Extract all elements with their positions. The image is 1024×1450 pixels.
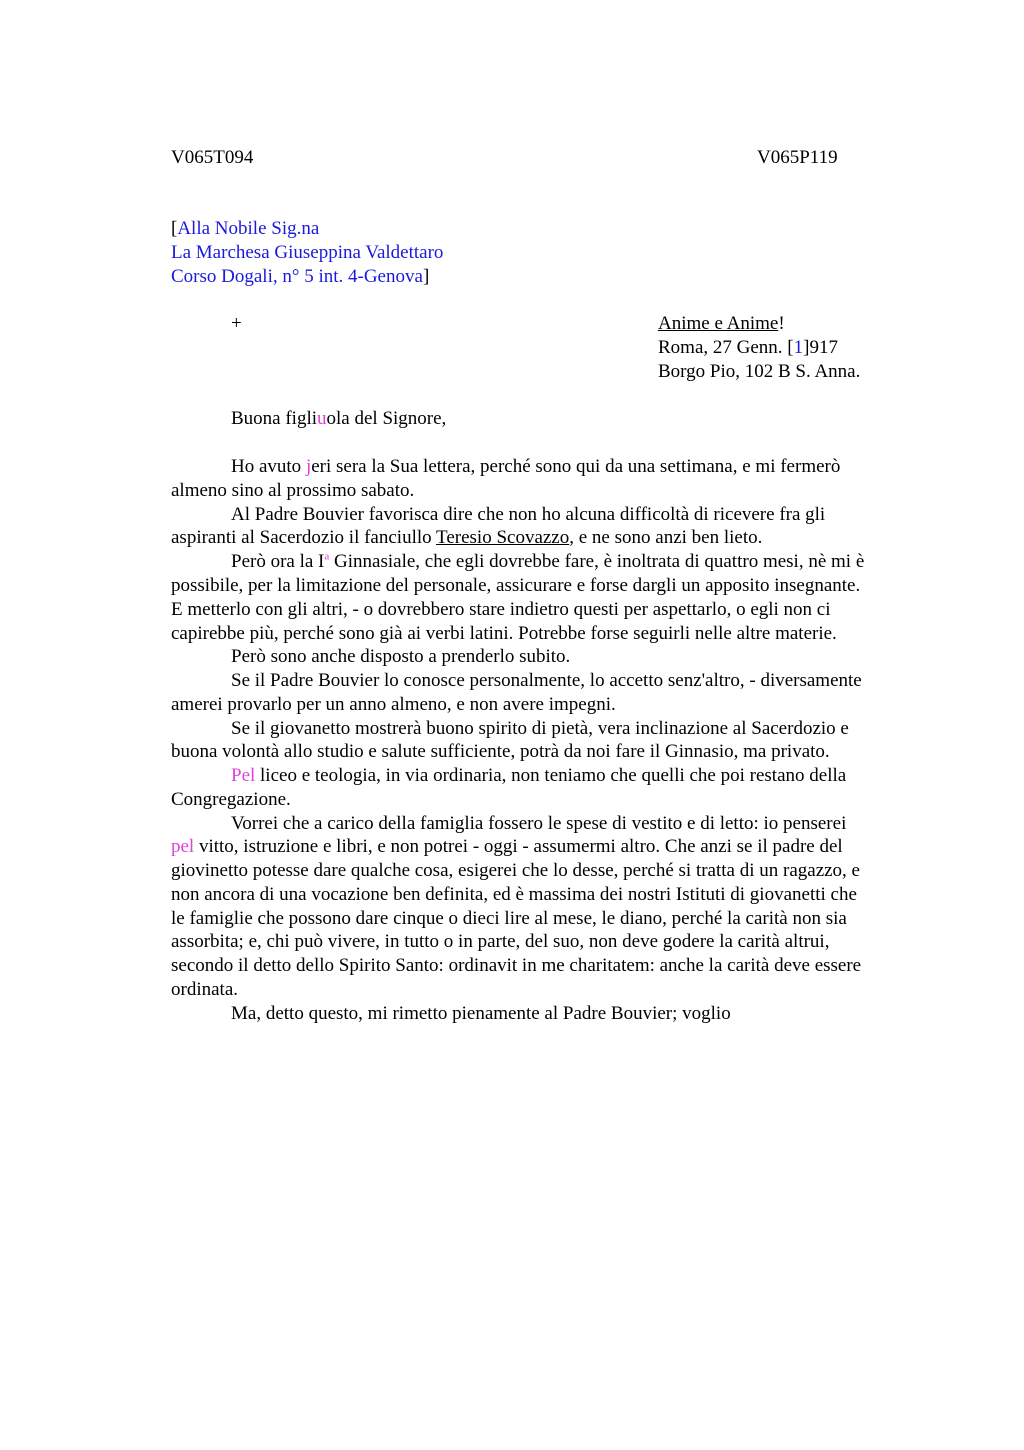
correction-mark: pel [171,836,195,857]
body-line: capirebbe più, perché sono già ai verbi latini. Potrebbe forse seguirli nelle altre materie. [171,623,837,644]
address-close-bracket: ] [422,266,430,287]
underlined-name: Teresio Scovazzo [436,527,570,548]
body-line: possibile, per la limitazione del personale, assicurare e forse dargli un apposito insegnante. [171,575,861,596]
header-left-code: V065T094 [171,147,254,168]
body-line: assorbita; e, chi può vivere, in tutto o in parte, del suo, non deve godere la carità altrui, [171,931,830,952]
cross-symbol: + [231,313,242,334]
body-line: Vorrei che a carico della famiglia fossero le spese di vestito e di letto: io penserei [231,813,847,834]
date-part-b: 917 [809,337,838,358]
body-line: Al Padre Bouvier favorisca dire che non ho alcuna difficoltà di ricevere fra gli [231,504,826,525]
correction-mark: Pel [231,765,256,786]
body-line: Se il giovanetto mostrerà buono spirito di pietà, vera inclinazione al Sacerdozio e [231,718,849,739]
motto-text: Anime e Anime [658,313,779,334]
body-line: Se il Padre Bouvier lo conosce personalmente, lo accetto senz'altro, - diversamente [231,670,862,691]
body-line: E metterlo con gli altri, - o dovrebbero stare indietro questi per aspettarlo, o egli non ci [171,599,831,620]
date-bracket-open: [ [787,337,794,358]
date-line [658,337,838,359]
address-recipient-title: Alla Nobile Sig.na [177,218,320,239]
salutation-a: Buona figli [231,408,318,429]
address-open-bracket: [ [171,218,178,239]
motto-punct: ! [778,313,785,334]
date-insert: 1 [793,337,804,358]
text-run: Ginnasiale, che egli dovrebbe fare, è inoltrata di quattro mesi, nè mi è [329,551,865,572]
body-line: Congregazione. [171,789,291,810]
body-line: ordinata. [171,979,239,1000]
body-line [231,765,846,787]
text-run: aspiranti al Sacerdozio il fanciullo [171,527,437,548]
date-bracket-close: ] [803,337,810,358]
body-line: secondo il detto dello Spirito Santo: ordinavit in me charitatem: anche la carità deve essere [171,955,862,976]
body-line: amerei provarlo per un anno almeno, e non avere impegni. [171,694,616,715]
superscript-correction: a [324,550,330,563]
body-line: Però sono anche disposto a prenderlo subito. [231,646,571,667]
body-line: buona volontà allo studio e salute sufficiente, potrà da noi fare il Ginnasio, ma privato. [171,741,830,762]
body-line: giovinetto potesse dare qualche cosa, esigerei che lo desse, perché si tratta di un ragazzo, e [171,860,860,881]
salutation-c: ola del Signore, [326,408,447,429]
body-line [231,456,840,478]
salutation [231,408,446,430]
body-line: almeno sino al prossimo sabato. [171,480,415,501]
text-run: Però ora la I [231,551,325,572]
text-run: liceo e teologia, in via ordinaria, non teniamo che quelli che poi restano della [255,765,847,786]
motto [658,313,785,335]
text-run: vitto, istruzione e libri, e non potrei - oggi - assumermi altro. Che anzi se il padre del [194,836,843,857]
address-line-2: La Marchesa Giuseppina Valdettaro [171,242,444,263]
correction-mark: j [305,456,312,477]
body-line [231,551,864,573]
body-line [171,836,843,858]
body-line: le famiglie che possono dare cinque o dieci lire al mese, le diano, perché la carità non sia [171,908,847,929]
date-part-a: Roma, 27 Genn. [658,337,788,358]
body-line [171,527,762,549]
body-line: Ma, detto questo, mi rimetto pienamente al Padre Bouvier; voglio [231,1003,731,1024]
salutation-correction: u [317,408,327,429]
place-line: Borgo Pio, 102 B S. Anna. [658,361,861,382]
text-run: Ho avuto [231,456,306,477]
header-right-code: V065P119 [757,147,838,168]
body-line: non ancora di una vocazione ben definita, ed è massima dei nostri Istituti di giovanetti che [171,884,857,905]
address-line-1 [171,218,319,240]
text-run: eri sera la Sua lettera, perché sono qui da una settimana, e mi fermerò [311,456,841,477]
text-run: , e ne sono anzi ben lieto. [569,527,763,548]
address-line-3 [171,266,429,288]
address-street: Corso Dogali, n° 5 int. 4-Genova [171,266,423,287]
